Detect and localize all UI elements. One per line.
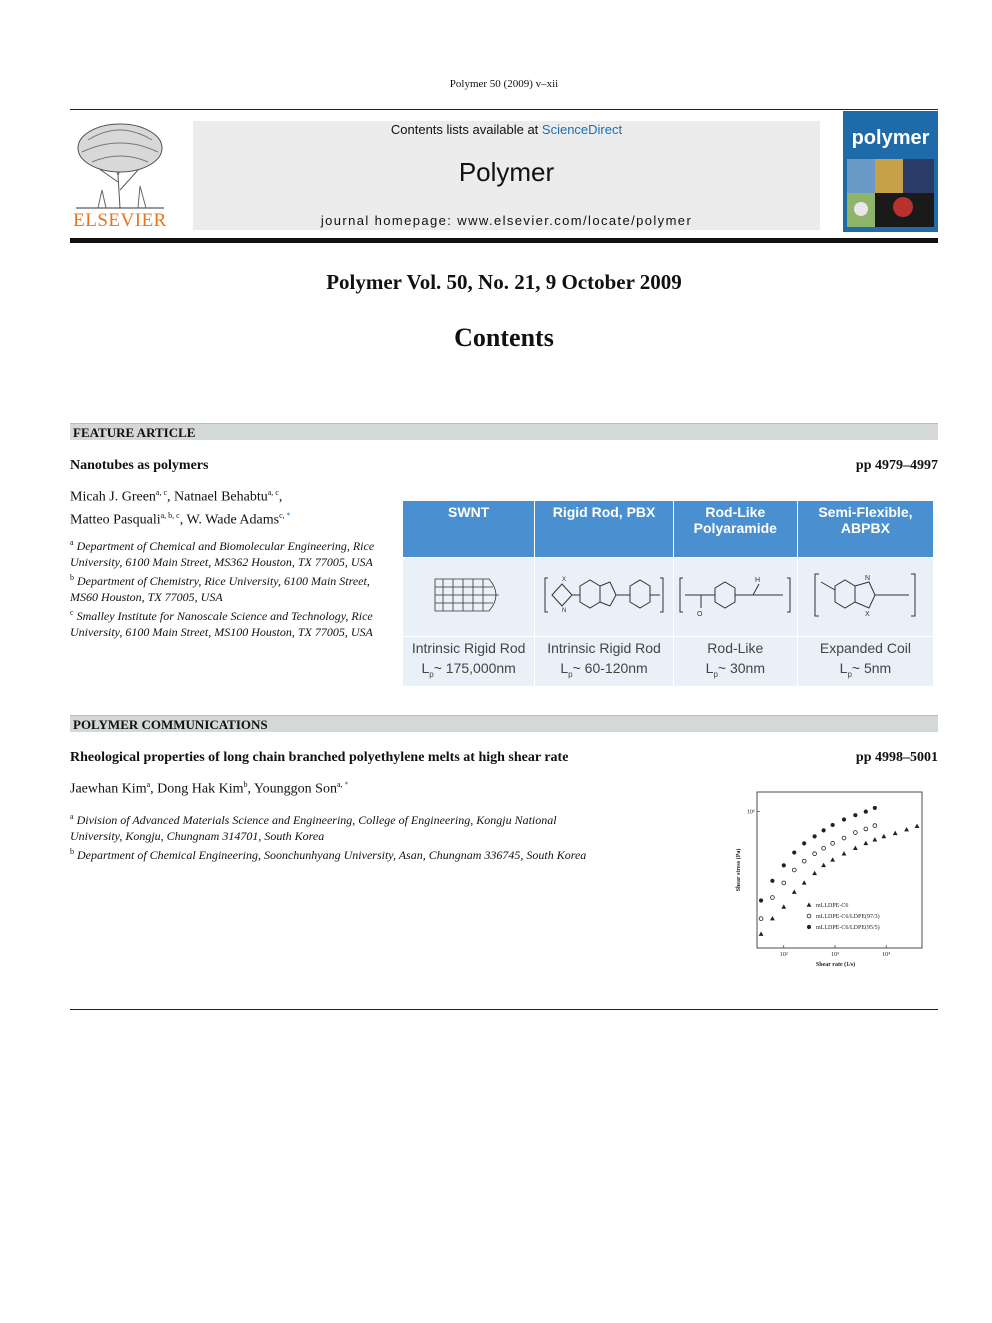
journal-name: Polymer xyxy=(458,157,555,187)
ga-structure-cell xyxy=(403,558,535,637)
contents-title: Contents xyxy=(454,323,554,352)
ga-header-cell: SWNT xyxy=(403,501,535,558)
corresponding-author-star[interactable]: * xyxy=(342,780,349,789)
data-point xyxy=(802,841,806,845)
svg-text:H: H xyxy=(755,576,761,584)
nanotube-structure-icon xyxy=(433,575,505,615)
x-tick-label: 10³ xyxy=(831,952,839,958)
data-point xyxy=(864,827,868,831)
issue-title: Polymer Vol. 50, No. 21, 9 October 2009 xyxy=(326,270,682,294)
affiliation: $^b$ Department of Chemistry, Rice University, 6100 Main Street, MS60 Houston, TX 77005, USA xyxy=(70,573,370,604)
svg-text:X: X xyxy=(865,610,871,618)
pbx-structure-icon xyxy=(544,572,664,618)
article-pages: pp 4998–5001 xyxy=(855,750,938,765)
affiliation: $^c$ Smalley Institute for Nanoscale Science and Technology, Rice University, 6100 Main Street, MS100 Houston, TX 77005, USA xyxy=(70,608,373,639)
ga-footer-cell: Rod-Like $L_p\sim$ 30nm xyxy=(673,637,797,687)
data-point xyxy=(759,931,764,935)
masthead xyxy=(193,121,820,230)
data-point xyxy=(802,880,807,884)
ga-structure-cell xyxy=(535,558,673,637)
data-point xyxy=(802,859,806,863)
y-tick-label: 10⁶ xyxy=(746,809,755,816)
article-title[interactable]: Rheological properties of long chain branched polyethylene melts at high shear rate xyxy=(70,750,569,765)
data-point xyxy=(821,863,826,867)
x-axis-label: Shear rate (1/s) xyxy=(815,962,856,968)
footer-rule xyxy=(70,1009,938,1010)
ga-header-cell: Rigid Rod, PBX xyxy=(535,501,673,558)
svg-text:N: N xyxy=(865,574,871,582)
legend-marker xyxy=(807,914,811,918)
legend-marker xyxy=(807,902,812,906)
svg-text:N: N xyxy=(562,607,567,614)
authors-line-2: Matteo Pasquali$^{a, b, c}$, W. Wade Adams$^{c,}$ * xyxy=(70,510,291,528)
data-point xyxy=(842,836,846,840)
data-point xyxy=(792,868,796,872)
affiliation: $^a$ Division of Advanced Materials Science and Engineering, College of Engineering, Kongju National University, Kongju, Chungnam 314701, South Korea xyxy=(70,812,557,843)
data-point xyxy=(872,837,877,841)
data-point xyxy=(813,852,817,856)
corresponding-author-star[interactable]: * xyxy=(284,510,291,520)
elsevier-wordmark: ELSEVIER xyxy=(73,210,167,231)
data-point xyxy=(759,898,763,902)
data-point xyxy=(842,817,846,821)
data-point xyxy=(873,806,877,810)
legend-label: mLLDPE-C6/LDPE(97/3) xyxy=(816,914,880,920)
data-point xyxy=(893,831,898,835)
header-rule xyxy=(70,109,938,110)
ga-footer-cell: Expanded Coil $L_p\sim$ 5nm xyxy=(797,637,933,687)
data-point xyxy=(915,824,920,828)
graphical-abstract-table xyxy=(402,500,934,687)
data-point xyxy=(831,841,835,845)
data-point xyxy=(904,827,909,831)
legend-label: mLLDPE-C6 xyxy=(816,903,849,909)
sciencedirect-link[interactable]: ScienceDirect xyxy=(541,122,623,137)
data-point xyxy=(853,831,857,835)
journal-homepage[interactable]: journal homepage: www.elsevier.com/locate/polymer xyxy=(320,213,693,228)
data-point xyxy=(813,834,817,838)
data-point xyxy=(881,834,886,838)
affiliation: $^a$ Department of Chemical and Biomolecular Engineering, Rice University, 6100 Main Street, MS362 Houston, TX 77005, USA xyxy=(70,538,375,569)
ga-footer-cell: Intrinsic Rigid Rod $L_p\sim$ 60-120nm xyxy=(535,637,673,687)
data-point xyxy=(771,896,775,900)
legend-label: mLLDPE-C6/LDPE(95/5) xyxy=(816,925,880,931)
data-point xyxy=(873,824,877,828)
legend-marker xyxy=(807,925,811,929)
affiliations xyxy=(70,535,395,640)
data-point xyxy=(782,881,786,885)
data-point xyxy=(853,846,858,850)
shear-stress-chart xyxy=(730,790,930,970)
x-tick-label: 10² xyxy=(779,952,788,958)
section-heading-feature-article: FEATURE ARTICLE xyxy=(70,423,938,440)
running-head: Polymer 50 (2009) v–xii xyxy=(449,78,559,90)
ga-structure-cell xyxy=(673,558,797,637)
journal-cover xyxy=(843,111,938,232)
data-point xyxy=(830,857,835,861)
article-pages: pp 4979–4997 xyxy=(855,458,938,473)
data-point xyxy=(863,841,868,845)
contents-available: Contents lists available at ScienceDirect xyxy=(390,122,623,137)
abpbx-structure-icon xyxy=(813,570,917,620)
y-axis-label: Shear stress (Pa) xyxy=(736,848,742,892)
data-point xyxy=(792,850,796,854)
data-point xyxy=(782,863,786,867)
section-heading-polymer-communications: POLYMER COMMUNICATIONS xyxy=(70,715,938,732)
svg-text:X: X xyxy=(562,576,567,583)
data-point xyxy=(842,851,847,855)
data-point xyxy=(831,823,835,827)
cover-title: polymer xyxy=(851,127,930,149)
polyaramide-structure-icon xyxy=(679,572,791,618)
article-authors xyxy=(70,484,291,529)
x-tick-label: 10⁴ xyxy=(882,952,891,958)
cover-image-icon xyxy=(847,159,934,227)
data-point xyxy=(864,810,868,814)
elsevier-tree-icon xyxy=(68,120,172,210)
affiliations xyxy=(70,809,595,863)
data-point xyxy=(812,871,817,875)
elsevier-logo xyxy=(68,120,172,232)
ga-header-cell: Semi-Flexible, ABPBX xyxy=(797,501,933,558)
data-point xyxy=(770,879,774,883)
data-point xyxy=(781,904,786,908)
svg-text:O: O xyxy=(697,610,703,618)
article-authors: Jaewhan Kim$^a$, Dong Hak Kim$^b$, Younggon Son$^{a,}$ * xyxy=(70,780,349,797)
ga-header-cell: Rod-Like Polyaramide xyxy=(673,501,797,558)
ga-structure-cell xyxy=(797,558,933,637)
data-point xyxy=(770,916,775,920)
article-title[interactable]: Nanotubes as polymers xyxy=(70,458,209,473)
masthead-rule xyxy=(70,238,938,243)
affiliation: $^b$ Department of Chemical Engineering, Soonchunhyang University, Asan, Chungnam 336745, South Korea xyxy=(70,847,587,862)
data-point xyxy=(822,846,826,850)
data-point xyxy=(853,813,857,817)
data-point xyxy=(759,917,763,921)
data-point xyxy=(822,828,826,832)
data-point xyxy=(792,890,797,894)
authors-line-1: Micah J. Green$^{a, c}$, Natnael Behabtu$^{a, c}$, xyxy=(70,488,283,505)
ga-footer-cell: Intrinsic Rigid Rod $L_p\sim$ 175,000nm xyxy=(403,637,535,687)
